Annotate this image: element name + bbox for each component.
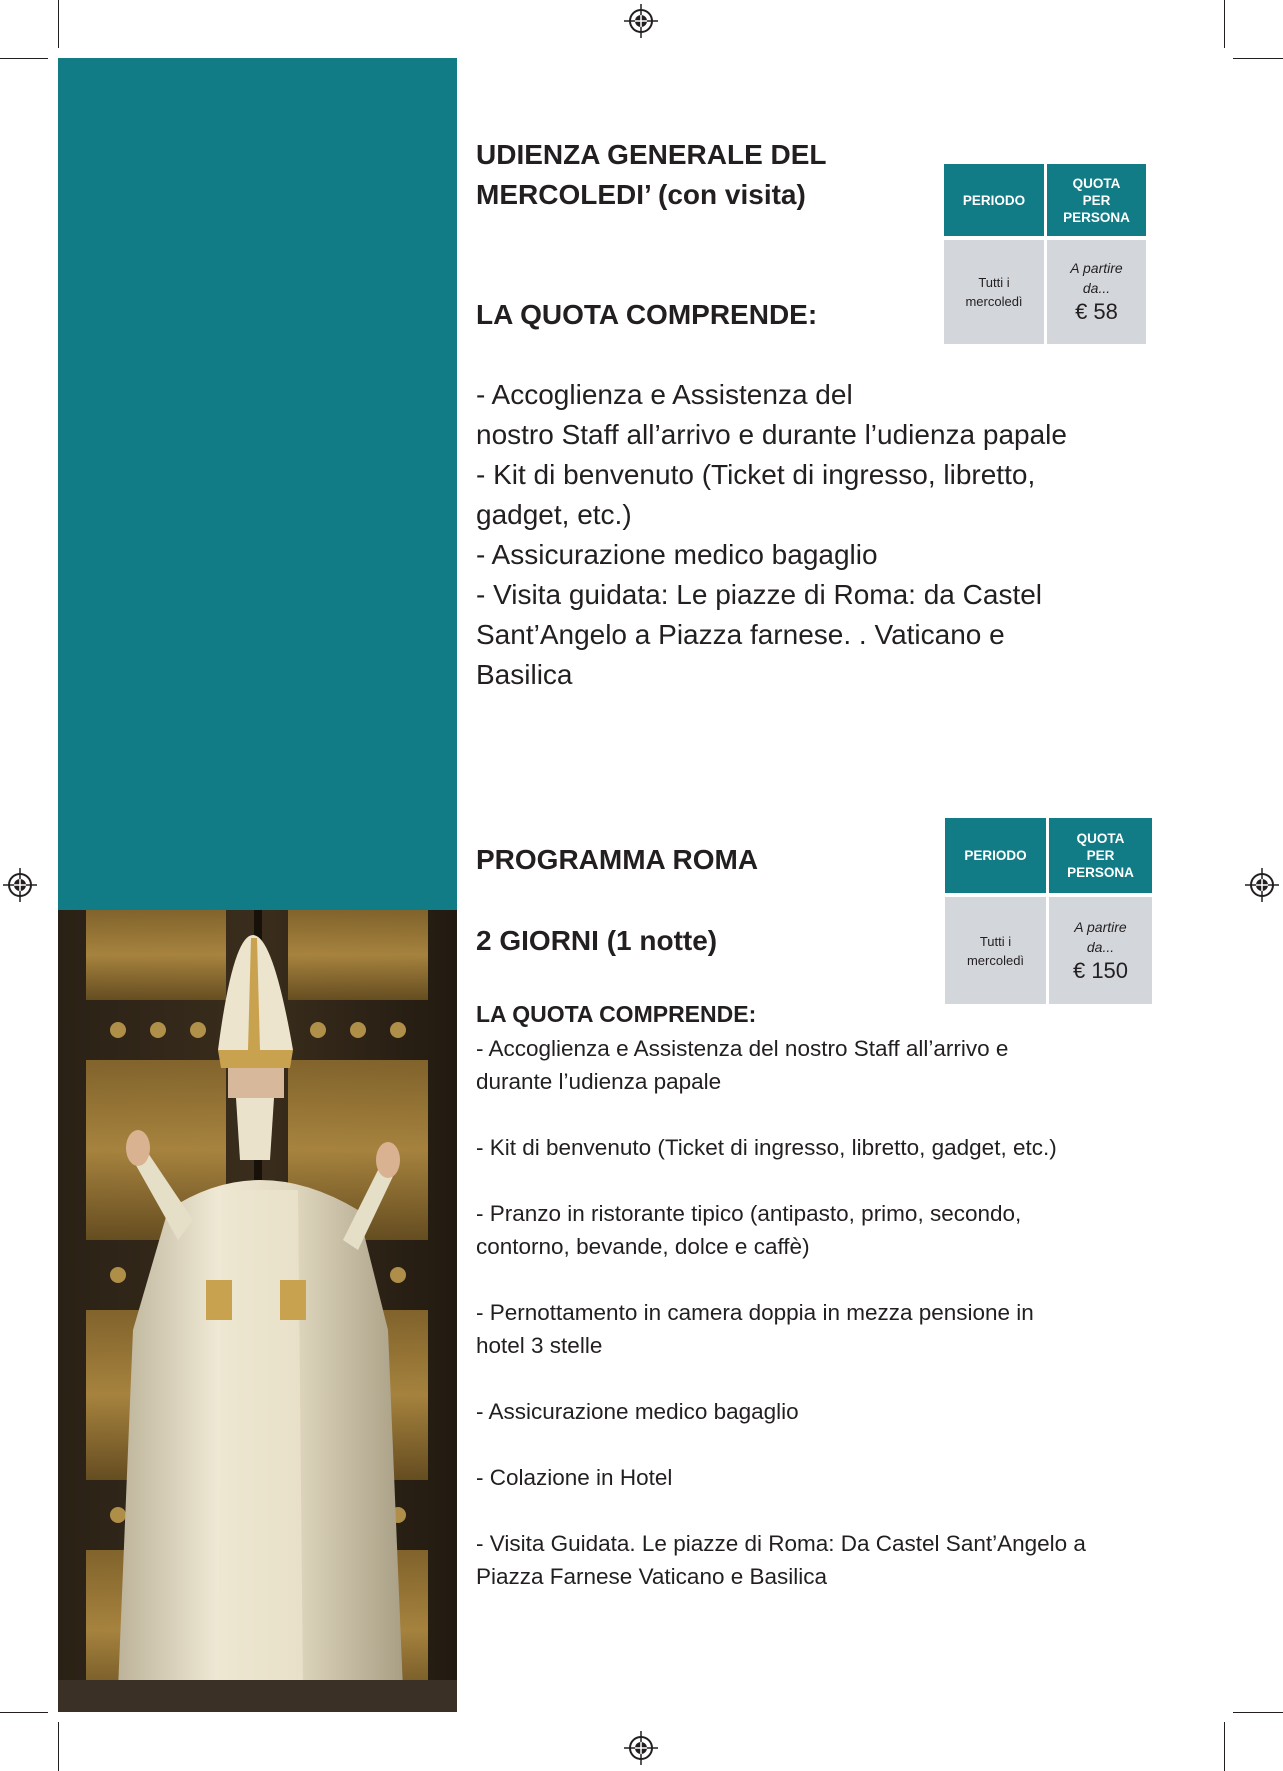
section1-price-table (944, 164, 1146, 344)
list-item: gadget, etc.) (476, 499, 632, 530)
table-cell-period: Tutti i mercoledì (945, 897, 1046, 1004)
list-item: - Kit di benvenuto (Ticket di ingresso, libretto, (476, 459, 1036, 490)
registration-mark-icon (624, 4, 658, 38)
price-value: € 58 (1075, 299, 1118, 324)
table-header-quota: QUOTA PER PERSONA (1047, 164, 1146, 236)
crop-mark (1224, 1722, 1225, 1771)
crop-mark (1233, 1712, 1283, 1713)
section1-includes-list (476, 375, 1136, 695)
price-value: € 150 (1072, 957, 1129, 983)
crop-mark (58, 0, 59, 48)
section1-title-line1: UDIENZA GENERALE DEL (476, 139, 827, 170)
list-item: nostro Staff all’arrivo e durante l’udienza papale (476, 419, 1067, 450)
crop-mark (1224, 0, 1225, 48)
list-item: - Assicurazione medico bagaglio (476, 539, 878, 570)
section2-title: PROGRAMMA ROMA (476, 844, 759, 875)
list-item: - Assicurazione medico bagaglio (476, 1399, 799, 1424)
table-header-periodo: PERIODO (944, 164, 1044, 236)
section1-title-line2: MERCOLEDI’ (con visita) (476, 179, 806, 210)
registration-mark-icon (3, 868, 37, 902)
list-item: - Pranzo in ristorante tipico (antipasto, primo, secondo, contorno, bevande, dolce e caffè) (476, 1201, 1022, 1259)
list-item: - Accoglienza e Assistenza del (476, 379, 853, 410)
section2-includes-list (476, 1032, 1156, 1626)
table-header-quota: QUOTA PER PERSONA (1049, 818, 1152, 893)
pope-holy-door-photo (58, 910, 457, 1712)
crop-mark (1233, 58, 1283, 59)
table-cell-period: Tutti i mercoledì (944, 240, 1044, 344)
crop-mark (0, 58, 48, 59)
registration-mark-icon (1245, 868, 1279, 902)
section2-subtitle: 2 GIORNI (1 notte) (476, 925, 718, 956)
list-item: - Accoglienza e Assistenza del nostro Staff all’arrivo e durante l’udienza papale (476, 1036, 1009, 1094)
section1-includes-heading: LA QUOTA COMPRENDE: (476, 299, 818, 330)
list-item: Sant’Angelo a Piazza farnese. . Vaticano e (476, 619, 1005, 650)
section1-title (476, 135, 827, 215)
list-item: - Kit di benvenuto (Ticket di ingresso, libretto, gadget, etc.) (476, 1135, 1057, 1160)
crop-mark (0, 1712, 48, 1713)
table-cell-price: A partire da... € 150 (1049, 897, 1152, 1004)
list-item: - Colazione in Hotel (476, 1465, 673, 1490)
crop-mark (58, 1722, 59, 1771)
table-cell-price: A partire da... € 58 (1047, 240, 1146, 344)
table-header-periodo: PERIODO (945, 818, 1046, 893)
teal-sidebar-block (58, 58, 457, 910)
list-item: - Pernottamento in camera doppia in mezza pensione in hotel 3 stelle (476, 1300, 1034, 1358)
registration-mark-icon (624, 1731, 658, 1765)
section2-price-table (945, 818, 1152, 1004)
list-item: - Visita guidata: Le piazze di Roma: da Castel (476, 579, 1043, 610)
list-item: - Visita Guidata. Le piazze di Roma: Da Castel Sant’Angelo a Piazza Farnese Vaticano e Basilica (476, 1531, 1086, 1589)
section2-includes-heading: LA QUOTA COMPRENDE: (476, 1001, 757, 1027)
list-item: Basilica (476, 659, 573, 690)
